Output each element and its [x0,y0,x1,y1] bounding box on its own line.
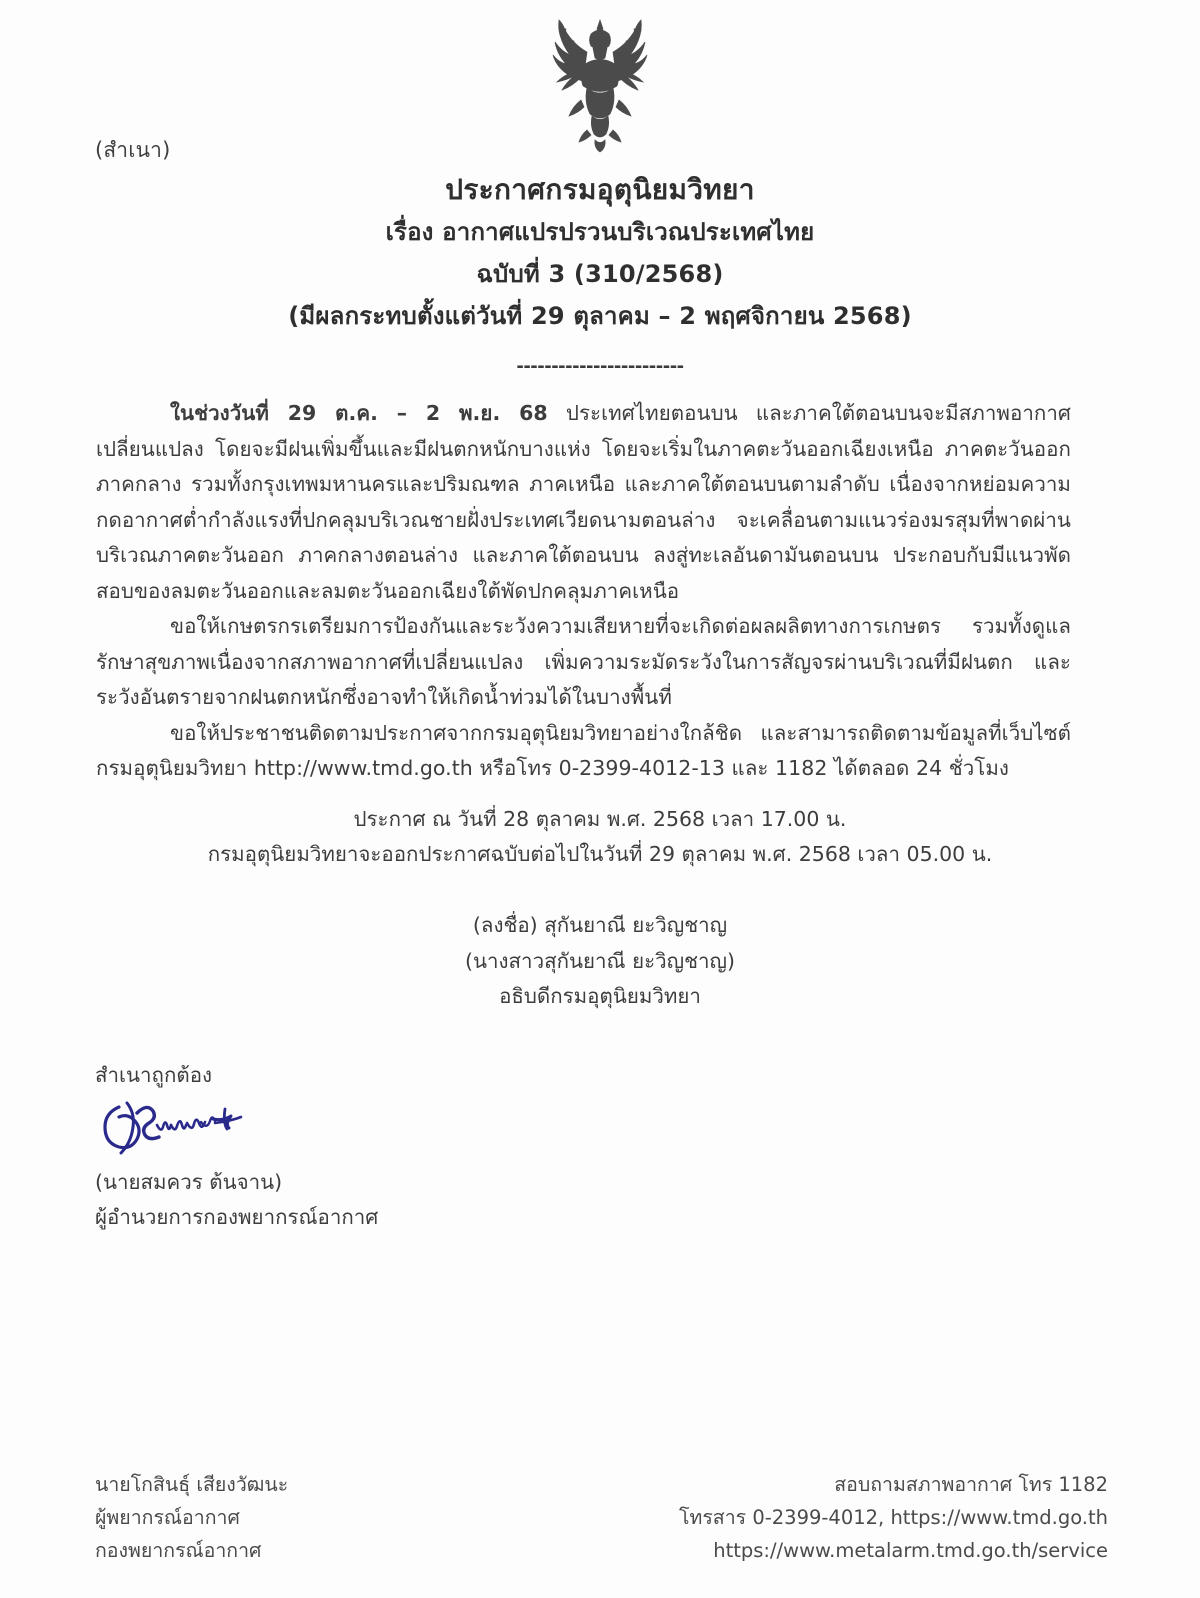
document-body [96,396,1071,787]
paragraph-1-text: ประเทศไทยตอนบน และภาคใต้ตอนบนจะมีสภาพอากาศเปลี่ยนแปลง โดยจะมีฝนเพิ่มขึ้นและมีฝนตกหนักบางแห่ง โดยจะเริ่มในภาคตะวันออกเฉียงเหนือ ภาคตะวันออก ภาคกลาง รวมทั้งกรุงเทพมหานครและปริมณฑล ภาคเหนือ และภาคใต้ตอนบนตามลำดับ เนื่องจากหย่อมความกดอากาศต่ำกำลังแรงที่ปกคลุมบริเวณชายฝั่งประเทศเวียดนามตอนล่าง จะเคลื่อนตามแนวร่องมรสุมที่พาดผ่านบริเวณภาคตะวันออก ภาคกลางตอนล่าง และภาคใต้ตอนบน ลงสู่ทะเลอันดามันตอนบน ประกอบกับมีแนวพัดสอบของลมตะวันออกและลมตะวันออกเฉียงใต้พัดปกคลุมภาคเหนือ [96,401,1071,603]
footer-right-block [679,1468,1108,1567]
signatory-position: อธิบดีกรมอุตุนิยมวิทยา [499,984,701,1008]
forecaster-division: กองพยากรณ์อากาศ [95,1539,262,1562]
paragraph-3-text: ขอให้ประชาชนติดตามประกาศจากกรมอุตุนิยมวิทยาอย่างใกล้ชิด และสามารถติดตามข้อมูลที่เว็บไซต์กรมอุตุนิยมวิทยา http://www.tmd.go.th หรือโทร 0-2399-4012-13 และ 1182 ได้ตลอด 24 ชั่วโมง [96,720,1071,780]
title-effective-period: (มีผลกระทบตั้งแต่วันที่ 29 ตุลาคม – 2 พฤศจิกายน 2568) [288,302,912,331]
footer-left-block [95,1468,288,1567]
emblem-container [0,12,1200,168]
signatory-name: (นางสาวสุกันยาณี ยะวิญชาญ) [465,948,735,973]
handwritten-signature [97,1095,525,1165]
signatory-signed-line: (ลงชื่อ) สุกันยาณี ยะวิญชาญ [472,913,728,937]
certifier-name: (นายสมควร ต้นจาน) [95,1170,283,1194]
certified-copy-label: สำเนาถูกต้อง [95,1063,213,1087]
forecaster-title: ผู้พยากรณ์อากาศ [95,1506,240,1529]
paragraph-1-lead: ในช่วงวันที่ 29 ต.ค. – 2 พ.ย. 68 [170,401,548,425]
announcement-block [0,802,1200,872]
certifier-position: ผู้อำนวยการกองพยากรณ์อากาศ [95,1205,379,1229]
certified-copy-block [95,1058,525,1235]
signatory-block [0,908,1200,1015]
announcement-date: ประกาศ ณ วันที่ 28 ตุลาคม พ.ศ. 2568 เวลา 17.00 น. [353,807,847,831]
title-divider: ------------------------ [516,356,684,377]
page-title: ประกาศกรมอุตุนิยมวิทยา [445,173,755,206]
title-subject: เรื่อง อากาศแปรปรวนบริเวณประเทศไทย [385,218,815,247]
contact-service-url: https://www.metalarm.tmd.go.th/service [713,1539,1108,1562]
contact-phone: สอบถามสภาพอากาศ โทร 1182 [834,1473,1108,1496]
paragraph-3 [96,716,1071,787]
next-announcement-date: กรมอุตุนิยมวิทยาจะออกประกาศฉบับต่อไปในวันที่ 29 ตุลาคม พ.ศ. 2568 เวลา 05.00 น. [207,842,993,866]
garuda-emblem [525,12,675,164]
title-issue-number: ฉบับที่ 3 (310/2568) [476,260,724,289]
contact-fax-website: โทรสาร 0-2399-4012, https://www.tmd.go.th [679,1506,1108,1529]
paragraph-1 [96,396,1071,609]
title-block [0,168,1200,337]
forecaster-name: นายโกสินธุ์ เสียงวัฒนะ [95,1473,289,1496]
paragraph-2 [96,609,1071,716]
copy-mark: (สำเนา) [95,138,171,162]
paragraph-2-text: ขอให้เกษตรกรเตรียมการป้องกันและระวังความเสียหายที่จะเกิดต่อผลผลิตทางการเกษตร รวมทั้งดูแลรักษาสุขภาพเนื่องจากสภาพอากาศที่เปลี่ยนแปลง เพิ่มความระมัดระวังในการสัญจรผ่านบริเวณที่มีฝนตก และระวังอันตรายจากฝนตกหนักซึ่งอาจทำให้เกิดน้ำท่วมได้ในบางพื้นที่ [96,614,1071,709]
